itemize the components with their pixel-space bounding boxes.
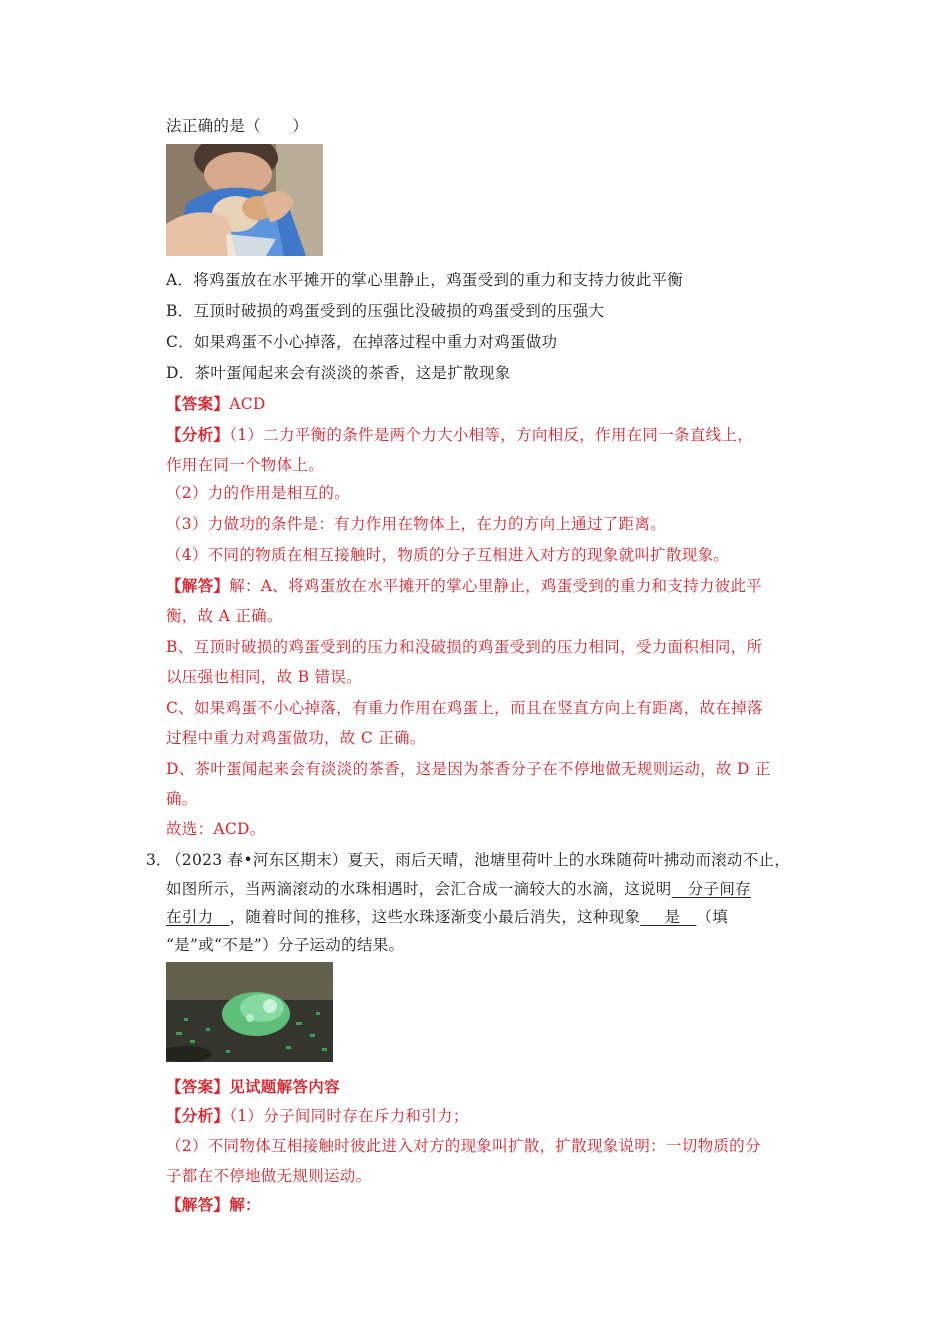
blank-1-answer-part-2: 在引力 xyxy=(166,908,214,926)
analysis-line-3: （2）力的作用是相互的。 xyxy=(166,484,350,502)
analysis-line-2: 作用在同一个物体上。 xyxy=(166,456,325,474)
q3-analysis-line-2: （2）不同物体互相接触时彼此进入对方的现象叫扩散，扩散现象说明：一切物质的分 xyxy=(166,1137,761,1155)
lotus-photo xyxy=(166,962,333,1062)
q3-line-3-text: ，随着时间的推移，这些水珠逐渐变小最后消失，这种现象 xyxy=(229,908,641,926)
question-stem-end: 法正确的是（ ） xyxy=(166,117,309,135)
q3-analysis-line-1 xyxy=(166,1105,469,1127)
solution-line-4: 以压强也相同，故 B 错误。 xyxy=(166,668,362,686)
question-number: 3． xyxy=(146,851,172,869)
q3-line-2 xyxy=(166,878,751,900)
blank-1-part-1 xyxy=(672,880,751,898)
q3-analysis-text: （1）分子间同时存在斥力和引力； xyxy=(229,1107,469,1125)
option-a: A．将鸡蛋放在水平摊开的掌心里静止，鸡蛋受到的重力和支持力彼此平衡 xyxy=(166,271,684,289)
solution-line-8: 确。 xyxy=(166,790,198,808)
solution-line-3: B、互顶时破损的鸡蛋受到的压力和没破损的鸡蛋受到的压力相同，受力面积相同，所 xyxy=(166,638,763,656)
answer-value: ACD xyxy=(229,395,266,413)
blank-2 xyxy=(640,908,696,926)
q3-line-1: （2023 春•河东区期末）夏天，雨后天晴，池塘里荷叶上的水珠随荷叶拂动而滚动不止， xyxy=(166,851,791,869)
option-d: D．茶叶蛋闻起来会有淡淡的茶香，这是扩散现象 xyxy=(166,364,511,382)
blank-1-answer-part-1: 分子间存 xyxy=(687,880,751,898)
blank-2-answer: 是 xyxy=(664,908,681,926)
q3-line-4: “是”或“不是”）分子运动的结果。 xyxy=(166,936,405,954)
analysis-text: （1）二力平衡的条件是两个力大小相等，方向相反，作用在同一条直线上， xyxy=(229,426,754,444)
q3-answer-value: 见试题解答内容 xyxy=(229,1077,340,1096)
analysis-line-1 xyxy=(166,424,753,446)
solution-choice: 故选：ACD。 xyxy=(166,820,266,838)
egg-photo-illustration xyxy=(166,144,323,256)
solution-line-1 xyxy=(166,575,762,597)
q3-analysis-label: 【分析】 xyxy=(166,1106,230,1125)
q3-answer-line xyxy=(166,1076,340,1098)
answer-line xyxy=(166,393,266,415)
solution-line-6: 过程中重力对鸡蛋做功，故 C 正确。 xyxy=(166,729,426,747)
q3-analysis-line-3: 子都在不停地做无规则运动。 xyxy=(166,1167,372,1185)
q3-line-3 xyxy=(166,906,728,928)
option-c: C．如果鸡蛋不小心掉落，在掉落过程中重力对鸡蛋做功 xyxy=(166,333,558,351)
solution-text: 解：A、将鸡蛋放在水平摊开的掌心里静止，鸡蛋受到的重力和支持力彼此平 xyxy=(229,577,763,595)
solution-line-5: C、如果鸡蛋不小心掉落，有重力作用在鸡蛋上，而且在竖直方向上有距离，故在掉落 xyxy=(166,699,763,717)
egg-photo xyxy=(166,144,323,256)
answer-label: 【答案】 xyxy=(166,394,230,413)
lotus-photo-illustration xyxy=(166,962,333,1062)
q3-solution-line xyxy=(166,1194,261,1216)
blank-1-part-2 xyxy=(166,908,230,926)
q3-solution-start: 解： xyxy=(229,1195,261,1214)
solution-line-2: 衡，故 A 正确。 xyxy=(166,607,283,625)
analysis-line-5: （4）不同的物质在相互接触时，物质的分子互相进入对方的现象就叫扩散现象。 xyxy=(166,546,730,564)
q3-solution-label: 【解答】 xyxy=(166,1195,230,1214)
solution-line-7: D、茶叶蛋闻起来会有淡淡的茶香，这是因为茶香分子在不停地做无规则运动，故 D 正 xyxy=(166,760,771,778)
q3-answer-label: 【答案】 xyxy=(166,1077,230,1096)
q3-line-2-text: 如图所示，当两滴滚动的水珠相遇时，会汇合成一滴较大的水滴，这说明 xyxy=(166,880,672,898)
analysis-label: 【分析】 xyxy=(166,425,230,444)
analysis-line-4: （3）力做功的条件是：有力作用在物体上，在力的方向上通过了距离。 xyxy=(166,515,666,533)
q3-line-3-end: （填 xyxy=(696,908,729,926)
solution-label: 【解答】 xyxy=(166,576,230,595)
option-b: B．互顶时破损的鸡蛋受到的压强比没破损的鸡蛋受到的压强大 xyxy=(166,302,605,320)
